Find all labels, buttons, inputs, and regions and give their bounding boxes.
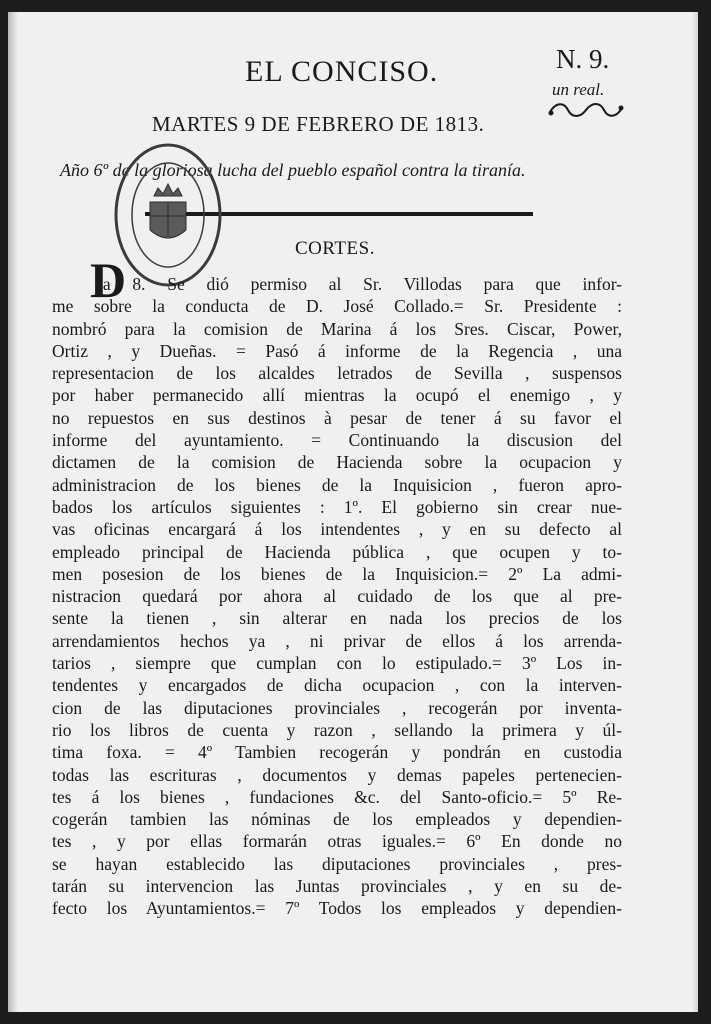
article-line: tarán su intervencion las Juntas provinciales , y en su de- (52, 876, 622, 897)
article-line: dictamen de la comision de Hacienda sobre la ocupacion y (52, 452, 622, 473)
article-line: fecto los Ayuntamientos.= 7º Todos los empleados y dependien- (52, 898, 622, 919)
article-line: arrendamientos hechos ya , ni privar de ellos á los arrenda- (52, 630, 622, 651)
article-line: men posesion de los bienes de la Inquisicion.= 2º La admi- (52, 563, 622, 584)
article-line: tima foxa. = 4º Tambien recogerán y pondrán en custodia (52, 742, 622, 763)
article-line: cion de las diputaciones provinciales , recogerán por inventa- (52, 697, 622, 718)
newspaper-motto: Año 6º de la gloriosa lucha del pueblo español contra la tiranía. (60, 160, 526, 180)
article-line: se hayan establecido las diputaciones provinciales , pres- (52, 853, 622, 874)
crest-icon (150, 184, 186, 238)
article-line: sente la tienen , sin alterar en nada los precios de los (52, 608, 622, 629)
article-line: empleado principal de Hacienda pública , que ocupen y to- (52, 541, 622, 562)
article-line: tes á los bienes , fundaciones &c. del Santo-oficio.= 5º Re- (52, 786, 622, 807)
article-body (52, 273, 622, 920)
issue-date: MARTES 9 DE FEBRERO DE 1813. (152, 112, 485, 136)
article-line: vas oficinas encargará á los intendentes , y en su defecto al (52, 519, 622, 540)
section-title: CORTES. (295, 238, 375, 259)
article-line: bados los artículos siguientes : 1º. El gobierno sin crear nue- (52, 496, 622, 517)
issue-number: N. 9. (556, 44, 610, 74)
article-line: me sobre la conducta de D. José Collado.= Sr. Presidente : (52, 296, 622, 317)
article-line: ia 8. Se dió permiso al Sr. Villodas para que infor- (98, 274, 622, 294)
article-line: administracion de los bienes de la Inquisicion , fueron apro- (52, 474, 622, 495)
article-line: nombró para la comision de Marina á los Sres. Ciscar, Power, (52, 318, 622, 339)
article-line: representacion de los alcaldes letrados de Sevilla , suspensos (52, 363, 622, 384)
page-gutter-shadow (8, 12, 18, 1012)
article-line: todas las escrituras , documentos y demas papeles pertenecien- (52, 764, 622, 785)
article-line: tendentes y encargados de dicha ocupacion , con la interven- (52, 675, 622, 696)
article-line: Ortiz , y Dueñas. = Pasó á informe de la Regencia , una (52, 340, 622, 361)
article-line: rio los libros de cuenta y razon , sellando la primera y úl- (52, 719, 622, 740)
article-line: cogerán tambien las nóminas de los empleados y dependien- (52, 809, 622, 830)
article-line: informe del ayuntamiento. = Continuando la discusion del (52, 430, 622, 451)
article-line: tarios , siempre que cumplan con lo estipulado.= 3º Los in- (52, 653, 622, 674)
price-label: un real. (552, 80, 605, 99)
newspaper-title: EL CONCISO. (245, 55, 439, 88)
library-stamp (110, 140, 226, 290)
article-line: no repuestos en sus destinos à pesar de tener á su favor el (52, 407, 622, 428)
drop-cap: D (90, 252, 127, 308)
article-line: por haber permanecido allí mientras la ocupó el enemigo , y (52, 385, 622, 406)
page-edge-shadow (692, 12, 698, 1012)
flourish-ornament-icon (546, 100, 626, 122)
article-line: tes , y por ellas formarán otras iguales.= 6º En donde no (52, 831, 622, 852)
article-line: nistracion quedará por ahora al cuidado de los que al pre- (52, 586, 622, 607)
